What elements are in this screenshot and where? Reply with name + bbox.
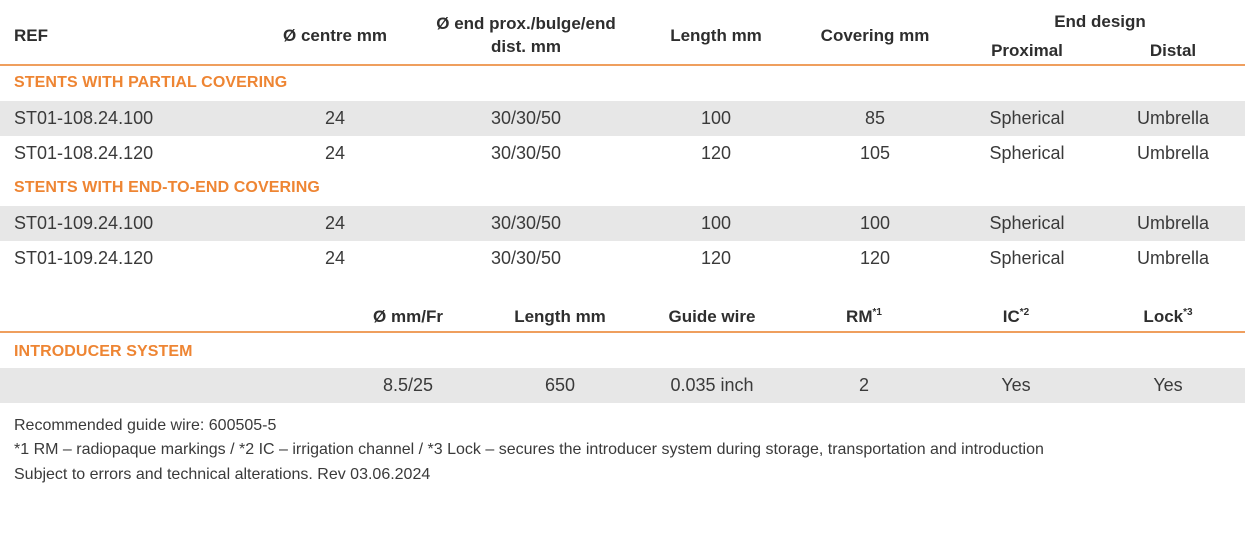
cell-centre: 24 [324,213,346,233]
section-title-partial: STENTS WITH PARTIAL COVERING [14,74,288,91]
cell-length: 120 [700,248,732,268]
header-length: Length mm [670,26,762,45]
introducer-header-divider [0,331,1245,333]
cell-covering: 100 [859,213,891,233]
header-ic: IC$^{*2}$ [1002,307,1030,326]
cell-lock: Yes [1153,375,1183,395]
header-distal: Distal [1149,41,1197,60]
cell-ref: ST01-109.24.120 [14,248,154,268]
cell-covering: 105 [859,143,891,163]
cell-distal: Umbrella [1136,248,1210,268]
header-covering: Covering mm [820,26,930,45]
header-lock: Lock$^{*3}$ [1143,307,1193,326]
header-proximal: Proximal [991,41,1063,60]
cell-proximal: Spherical [989,108,1065,128]
header-end-line1: Ø end prox./bulge/end [436,14,616,33]
cell-distal: Umbrella [1136,143,1210,163]
cell-distal: Umbrella [1136,108,1210,128]
cell-ref: ST01-108.24.120 [14,143,154,163]
header-guide-wire: Guide wire [668,307,756,326]
cell-ic: Yes [1001,375,1031,395]
cell-centre: 24 [324,108,346,128]
header-rm: RM$^{*1}$ [846,307,882,326]
cell-end: 30/30/50 [490,108,562,128]
header-end-line2: dist. mm [491,37,561,56]
cell-centre: 24 [324,143,346,163]
section-title-introducer: INTRODUCER SYSTEM [14,343,193,360]
cell-end: 30/30/50 [490,213,562,233]
cell-distal: Umbrella [1136,213,1210,233]
cell-covering: 85 [864,108,886,128]
note-abbreviations: *1 RM – radiopaque markings / *2 IC – irrigation channel / *3 Lock – secures the introducer system during storage, transportation and introduction [14,441,1044,458]
note-guide-wire: Recommended guide wire: 600505-5 [14,417,277,434]
header-centre: Ø centre mm [283,26,387,45]
header-divider [0,64,1245,66]
cell-length: 100 [700,108,732,128]
header-diameter: Ø mm/Fr [373,307,443,326]
header-intro-length: Length mm [514,307,606,326]
header-end-design: End design [1054,12,1146,31]
cell-end: 30/30/50 [490,248,562,268]
cell-length: 120 [700,143,732,163]
table-row [0,368,1245,403]
note-revision: Subject to errors and technical alterations. Rev 03.06.2024 [14,466,431,483]
cell-centre: 24 [324,248,346,268]
cell-proximal: Spherical [989,143,1065,163]
section-title-end-to-end: STENTS WITH END-TO-END COVERING [14,179,320,196]
cell-proximal: Spherical [989,213,1065,233]
cell-diameter: 8.5/25 [382,375,434,395]
cell-ref: ST01-108.24.100 [14,108,154,128]
table-row [0,101,1245,136]
cell-ref: ST01-109.24.100 [14,213,154,233]
table-row [0,136,1245,171]
cell-covering: 120 [859,248,891,268]
table-row [0,241,1245,276]
cell-guide-wire: 0.035 inch [670,375,754,395]
cell-length: 100 [700,213,732,233]
cell-intro-length: 650 [544,375,576,395]
cell-proximal: Spherical [989,248,1065,268]
header-ref: REF [14,26,48,45]
table-row [0,206,1245,241]
cell-end: 30/30/50 [490,143,562,163]
cell-rm: 2 [858,375,870,395]
